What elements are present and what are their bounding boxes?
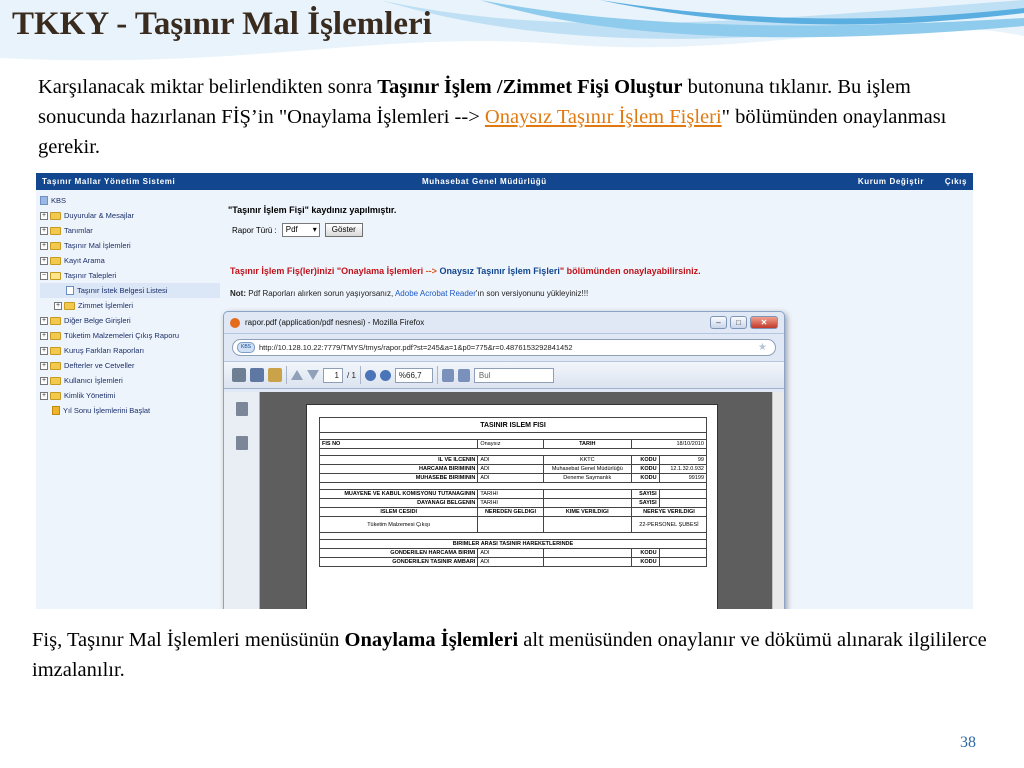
page-icon xyxy=(66,286,74,295)
zoom-out-icon[interactable] xyxy=(365,370,376,381)
tree-item[interactable] xyxy=(40,313,220,328)
expand-icon[interactable]: + xyxy=(41,241,47,249)
gonderilen-ambar-adi: ADI xyxy=(478,558,543,567)
toolbar-separator xyxy=(360,366,361,384)
intro-text: " bölümünden onaylanması gerekir. xyxy=(38,106,947,158)
pdf-toolbar xyxy=(224,361,784,389)
firefox-window xyxy=(223,311,785,609)
note-label: Not: xyxy=(230,289,246,298)
harcama-adi-label: ADI xyxy=(478,465,543,474)
app-screenshot xyxy=(36,173,973,609)
tree-item-selected[interactable] xyxy=(40,283,220,298)
note-text: Pdf Raporları alırken sorun yaşıyorsanız, xyxy=(246,289,395,298)
expand-icon[interactable]: + xyxy=(41,376,47,384)
gonderilen-ambar-kodu: KODU xyxy=(632,558,660,567)
fit-width-icon[interactable] xyxy=(458,369,470,382)
kbs-icon xyxy=(40,196,48,205)
note-text: 'ın son versiyonunu yükleyiniz!!! xyxy=(475,289,589,298)
folder-icon xyxy=(50,227,61,235)
muayene-sayisi-label: SAYISI xyxy=(632,490,660,499)
window-title: rapor.pdf (application/pdf nesnesi) - Mozilla Firefox xyxy=(245,318,425,327)
tree-item[interactable] xyxy=(40,343,220,358)
window-titlebar[interactable] xyxy=(224,312,784,334)
islem-cesidi-label: ISLEM CESIDI xyxy=(320,508,478,517)
page-total: / 1 xyxy=(347,370,356,380)
save-icon[interactable] xyxy=(250,368,264,382)
fit-page-icon[interactable] xyxy=(442,369,454,382)
muayene-label: MUAYENE VE KABUL KOMISYONU TUTANAGININ xyxy=(320,490,478,499)
folder-icon xyxy=(50,257,61,265)
approve-arrow: --> xyxy=(425,266,437,276)
muayene-tarihi-label: TARIHI xyxy=(478,490,543,499)
folder-icon xyxy=(50,332,61,340)
muhasebe-adi: Deneme Saymanlık xyxy=(543,474,631,483)
expand-icon[interactable]: + xyxy=(55,301,61,309)
expand-icon[interactable]: + xyxy=(41,331,47,339)
nereye-value: 22-PERSONEL ŞUBESİ xyxy=(632,517,707,533)
folder-icon xyxy=(50,362,61,370)
tree-item-label: Zimmet İşlemleri xyxy=(78,301,134,310)
islem-cesidi-value: Tüketim Malzemesi Çıkışı xyxy=(320,517,478,533)
expand-icon[interactable]: + xyxy=(41,391,47,399)
kime-label: KIME VERILDIGI xyxy=(543,508,631,517)
harcama-kodu: 12.1.32.0.932 xyxy=(659,465,706,474)
gonderilen-birim-kodu: KODU xyxy=(632,549,660,558)
muhasebe-kodu: 99199 xyxy=(659,474,706,483)
tree-item-label: Taşınır İstek Belgesi Listesi xyxy=(77,286,168,295)
maximize-icon[interactable]: □ xyxy=(730,316,747,329)
approve-text: " bölümünden onaylayabilirsiniz. xyxy=(559,266,701,276)
pdf-page xyxy=(306,404,718,609)
muhasebe-kodu-label: KODU xyxy=(632,474,660,483)
tree-item-label: Defterler ve Cetveller xyxy=(64,361,135,370)
prev-page-icon[interactable] xyxy=(291,370,303,380)
folder-icon xyxy=(50,242,61,250)
tree-item[interactable] xyxy=(40,328,220,343)
pdf-sidebar xyxy=(224,392,260,609)
find-input[interactable]: Bul xyxy=(474,368,554,383)
approve-text: Taşınır İşlem Fiş(ler)inizi "Onaylama İşlemleri xyxy=(230,266,426,276)
muhasebe-label: MUHASEBE BIRIMININ xyxy=(320,474,478,483)
address-bar[interactable] xyxy=(232,339,776,356)
approve-link[interactable]: Onaysız Taşınır İşlem Fişleri xyxy=(436,266,560,276)
folder-icon xyxy=(50,317,61,325)
il-kodu: 99 xyxy=(659,456,706,465)
tree-item-label: Kayıt Arama xyxy=(64,256,105,265)
page-number-input[interactable]: 1 xyxy=(323,368,343,383)
il-adi-label: ADI xyxy=(478,456,543,465)
topbar-links xyxy=(840,177,967,186)
year-end-icon xyxy=(52,406,60,415)
harcama-label: HARCAMA BIRIMININ xyxy=(320,465,478,474)
tree-item[interactable] xyxy=(40,208,220,223)
url-text[interactable]: http://10.128.10.22:7779/TMYS/tmys/rapor.pdf?st=245&a=1&p0=775&r=0.4876153292841452 xyxy=(259,343,573,352)
expand-icon[interactable]: + xyxy=(41,346,47,354)
approve-message xyxy=(230,266,701,276)
app-topbar xyxy=(36,173,973,190)
tree-item-label: Taşınır Mal İşlemleri xyxy=(64,241,131,250)
attachments-icon[interactable] xyxy=(236,436,248,450)
tree-item-label: Yıl Sonu İşlemlerini Başlat xyxy=(63,406,151,415)
intro-text: butonuna tıklanır. Bu işlem sonucunda hazırlanan FİŞ’in "Onaylama İşlemleri --> xyxy=(38,76,911,128)
expand-icon[interactable]: + xyxy=(41,226,47,234)
caption-text: alt menüsünden onaylanır ve dökümü alınarak ilgililerce imzalanılır. xyxy=(32,629,987,681)
harcama-kodu-label: KODU xyxy=(632,465,660,474)
zoom-input[interactable]: %66,7 xyxy=(395,368,433,383)
tree-item[interactable] xyxy=(40,388,220,403)
zoom-in-icon[interactable] xyxy=(380,370,391,381)
bookmark-star-icon[interactable]: ★ xyxy=(758,342,767,353)
tasinir-islem-fisi-form xyxy=(319,417,707,567)
toolbar-separator xyxy=(286,366,287,384)
gonderilen-ambar-label: GONDERILEN TASINIR AMBARI xyxy=(320,558,478,567)
tarih-label: TARIH xyxy=(543,440,631,449)
close-icon[interactable]: ✕ xyxy=(750,316,778,329)
dayanagi-sayisi-label: SAYISI xyxy=(632,499,660,508)
tree-item[interactable] xyxy=(40,253,220,268)
site-badge: KBS xyxy=(237,342,255,353)
form-title: TASINIR ISLEM FISI xyxy=(320,418,707,433)
tree-item[interactable] xyxy=(40,268,220,283)
page-number: 38 xyxy=(960,734,976,751)
rapor-label: Rapor Türü : xyxy=(232,225,277,235)
nereye-label: NEREYE VERILDIGI xyxy=(632,508,707,517)
folder-icon xyxy=(50,392,61,400)
caption-text: Fiş, Taşınır Mal İşlemleri menüsünün xyxy=(32,629,345,651)
tarih-value: 18/10/2010 xyxy=(632,440,707,449)
pages-panel-icon[interactable] xyxy=(236,402,248,416)
gonderilen-birim-label: GONDERILEN HARCAMA BIRIMI xyxy=(320,549,478,558)
firefox-icon xyxy=(230,318,240,328)
tree-item[interactable] xyxy=(40,223,220,238)
folder-icon xyxy=(50,377,61,385)
tree-item-label: Diğer Belge Girişleri xyxy=(64,316,131,325)
il-kodu-label: KODU xyxy=(632,456,660,465)
fis-no-label: FIS NO xyxy=(320,440,478,449)
tree-item[interactable] xyxy=(40,298,220,313)
expand-icon[interactable]: + xyxy=(41,361,47,369)
app-brand: Taşınır Mallar Yönetim Sistemi xyxy=(42,177,176,186)
acrobat-link[interactable]: Adobe Acrobat Reader xyxy=(394,289,476,298)
folder-icon xyxy=(50,347,61,355)
slide-title: TKKY - Taşınır Mal İşlemleri xyxy=(12,6,432,42)
cikis-link[interactable]: Çıkış xyxy=(944,177,967,186)
onaysiz-link[interactable]: Onaysız Taşınır İşlem Fişleri xyxy=(484,106,722,128)
saved-message: "Taşınır İşlem Fişi" kaydınız yapılmıştır. xyxy=(228,205,397,215)
dayanagi-tarihi-label: TARIHI xyxy=(478,499,543,508)
tree-item-label: Kimlik Yönetimi xyxy=(64,391,116,400)
app-center-title: Muhasebat Genel Müdürlüğü xyxy=(422,177,547,186)
next-page-icon[interactable] xyxy=(307,370,319,380)
caption-paragraph xyxy=(32,625,992,685)
tree-item[interactable] xyxy=(40,358,220,373)
tree-item-label: Taşınır Talepleri xyxy=(64,271,117,280)
intro-bold-text: Taşınır İşlem /Zimmet Fişi Oluştur xyxy=(377,76,683,98)
tree-item-label: Tanımlar xyxy=(64,226,93,235)
kurum-degistir-link[interactable]: Kurum Değiştir xyxy=(857,177,925,186)
nereden-label: NEREDEN GELDIGI xyxy=(478,508,543,517)
expand-icon[interactable]: + xyxy=(41,211,47,219)
minimize-icon[interactable]: – xyxy=(710,316,727,329)
tree-item[interactable] xyxy=(40,373,220,388)
rapor-turu-select[interactable]: Pdf ▾ xyxy=(282,223,320,237)
fis-status: Onaysız xyxy=(478,440,543,449)
rapor-row xyxy=(232,223,363,237)
folder-icon xyxy=(50,212,61,220)
tree-item-label: Duyurular & Mesajlar xyxy=(64,211,135,220)
sidebar-tree xyxy=(40,193,220,418)
tree-root[interactable] xyxy=(40,193,220,208)
tree-root-label: KBS xyxy=(51,196,67,205)
tree-item[interactable] xyxy=(40,403,220,418)
expand-icon[interactable]: + xyxy=(41,256,47,264)
tree-item-label: Kuruş Farkları Raporları xyxy=(64,346,145,355)
il-adi: KKTC xyxy=(543,456,631,465)
birimler-label: BIRIMLER ARASI TASINIR HAREKETLERINDE xyxy=(320,540,707,549)
pdf-scrollbar[interactable] xyxy=(772,392,784,609)
caption-bold-text: Onaylama İşlemleri xyxy=(344,629,519,651)
toolbar-separator xyxy=(437,366,438,384)
folder-icon xyxy=(64,302,75,310)
harcama-adi: Muhasebat Genel Müdürlüğü xyxy=(543,465,631,474)
expand-icon[interactable]: + xyxy=(41,316,47,324)
intro-paragraph xyxy=(38,72,998,162)
note-message xyxy=(230,289,588,298)
tree-item-label: Kullanıcı İşlemleri xyxy=(64,376,123,385)
collapse-icon[interactable]: − xyxy=(41,271,47,279)
gonderilen-birim-adi: ADI xyxy=(478,549,543,558)
pdf-viewer xyxy=(224,392,784,609)
folder-open-icon xyxy=(50,272,61,280)
tree-item[interactable] xyxy=(40,238,220,253)
muhasebe-adi-label: ADI xyxy=(478,474,543,483)
tree-item-label: Tüketim Malzemeleri Çıkış Raporu xyxy=(64,331,180,340)
il-label: IL VE ILCENIN xyxy=(320,456,478,465)
print-icon[interactable] xyxy=(232,368,246,382)
dayanagi-label: DAYANAGI BELGENIN xyxy=(320,499,478,508)
intro-text: Karşılanacak miktar belirlendikten sonra xyxy=(38,76,378,98)
email-icon[interactable] xyxy=(268,368,282,382)
goster-button[interactable]: Göster xyxy=(325,223,363,237)
